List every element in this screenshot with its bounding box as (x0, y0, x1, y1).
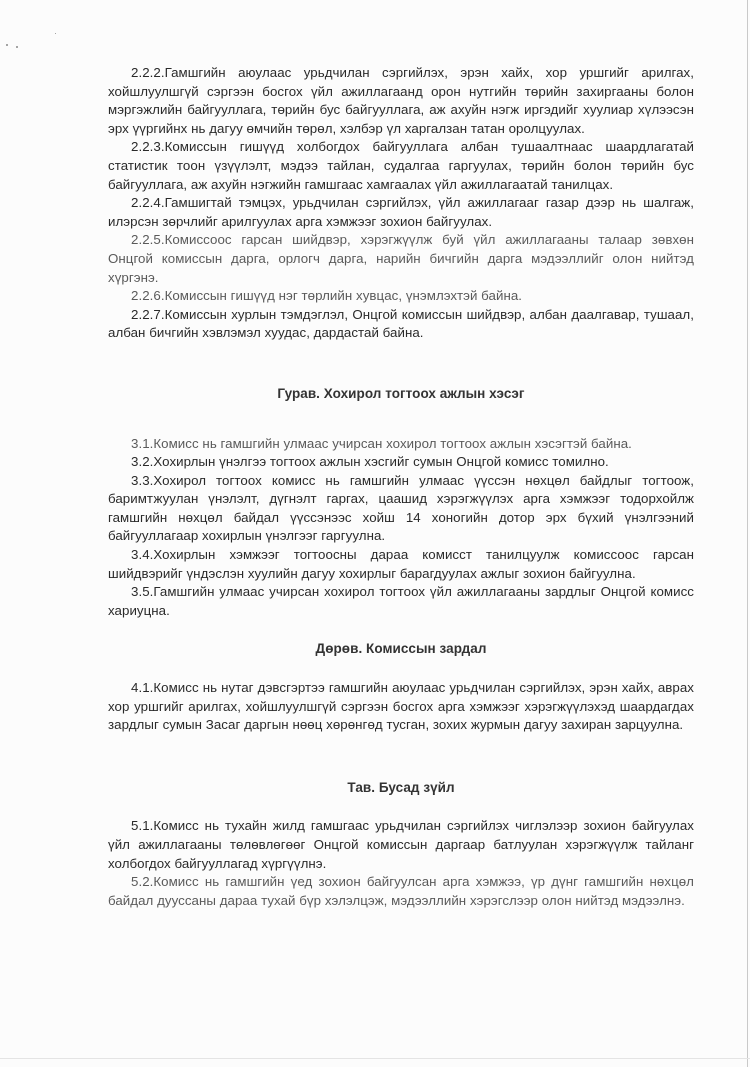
clause-3-4: 3.4.Хохирлын хэмжээг тогтоосны дараа комисст танилцуулж комиссоос гарсан шийдвэрийг үндэслэн хуулийн дагуу хохирлыг барагдуулах ажлыг зохион байгуулна. (108, 547, 694, 581)
clause-4-1: 4.1.Комисс нь нутаг дэвсгэртээ гамшгийн аюулаас урьдчилан сэргийлэх, эрэн хайх, аврах хор уршгийг арилгах, хойшлуулшгүй сэргээн босгох арга хэмжээг хэрэгжүүлэхэд шаардагдах зардлыг сумын Засаг даргын нөөц хөрөнгөд тусган, зохих журмын дагуу захиран зарцуулна. (108, 680, 694, 733)
clause-2-2-3: 2.2.3.Комиссын гишүүд холбогдох байгууллага албан тушаалтнаас шаардлагатай статистик тоон үзүүлэлт, мэдээ тайлан, судалгаа гаргуулах, төрийн болон төрийн бус байгууллага, аж ахуйн нэгжийн гамшгаас хамгаалах үйл ажиллагаатай танилцах. (108, 139, 694, 192)
page-edge-bottom (0, 1058, 750, 1059)
section-4-heading: Дөрөв. Комиссын зардал (315, 641, 487, 657)
scan-speck (16, 46, 18, 48)
clause-2-2-7: 2.2.7.Комиссын хурлын тэмдэглэл, Онцгой комиссын шийдвэр, албан даалгавар, тушаал, албан бичгийн хэвлэмэл хуудас, дардастай байна. (108, 306, 694, 341)
clause-3-3: 3.3.Хохирол тогтоох комисс нь гамшгийн улмаас үүссэн нөхцөл байдлыг тогтоож, баримтжуулан үнэлэлт, дүгнэлт гаргах, цаашид хэрэгжүүлэх арга хэмжээг тодорхойлж гамшгийн нөхцөл байдал үүссэнээс хойш 14 хоногийн дотор эрх бүхий үнэлгээний байгууллагаар хохирлын үнэлгээг гаргуулна. (108, 472, 694, 544)
clause-5-2: 5.2.Комисс нь гамшгийн үед зохион байгуулсан арга хэмжээ, үр дүнг гамшгийн нөхцөл байдал дууссаны дараа тухай бүр хэлэлцэж, мэдээллийн хэрэгслээр олон нийтэд мэдээлнэ. (108, 874, 694, 908)
clause-2-2-4: 2.2.4.Гамшигтай тэмцэх, урьдчилан сэргийлэх, үйл ажиллагааг газар дээр нь шалгаж, илэрсэн зөрчлийг арилгуулах арга хэмжээг зохион байгуулах. (108, 195, 694, 229)
clause-2-2-2: 2.2.2.Гамшгийн аюулаас урьдчилан сэргийлэх, эрэн хайх, хор уршгийг арилгах, хойшлуулшгүй сэргээн босгох үйл ажиллагаанд орон нутгийн төрийн захиргааны болон мэргэжлийн байгууллага, төрийн бус байгууллага, аж ахуйн нэгж иргэдийг хуулиар хүлээсэн эрх үүргийнх нь дагуу өмчийн төрөл, хэлбэр үл харгалзан татан оролцуулах. (108, 65, 694, 136)
scan-speck (6, 44, 8, 46)
clause-2-2-5: 2.2.5.Комиссоос гарсан шийдвэр, хэрэгжүүлж буй үйл ажиллагааны талаар зөвхөн Онцгой комиссын дарга, орлогч дарга, нарийн бичгийн дарга мэдээллийг олон нийтэд хүргэнэ. (108, 232, 694, 285)
scan-speck (55, 33, 56, 34)
clause-3-1: 3.1.Комисс нь гамшгийн улмаас учирсан хохирол тогтоох ажлын хэсэгтэй байна. (131, 435, 632, 451)
clause-3-5: 3.5.Гамшгийн улмаас учирсан хохирол тогтоох үйл ажиллагааны зардлыг Онцгой комисс хариуцна. (108, 584, 694, 618)
section-3-heading: Гурав. Хохирол тогтоох ажлын хэсэг (277, 385, 525, 401)
page-edge-right (747, 0, 748, 1067)
clause-5-1: 5.1.Комисс нь тухайн жилд гамшгаас урьдчилан сэргийлэх чиглэлээр зохион байгуулах үйл ажиллагааны төлөвлөгөөг Онцгой комиссын даргаар батлуулан хэрэгжүүлж тайланг холбогдох байгууллагад хүргүүлнэ. (108, 818, 694, 871)
clause-3-2: 3.2.Хохирлын үнэлгээ тогтоох ажлын хэсгийг сумын Онцгой комисс томилно. (131, 454, 609, 470)
section-5-heading: Тав. Бусад зүйл (347, 779, 455, 795)
clause-2-2-6: 2.2.6.Комиссын гишүүд нэг төрлийн хувцас, үнэмлэхтэй байна. (131, 288, 523, 304)
document-body (108, 64, 694, 910)
